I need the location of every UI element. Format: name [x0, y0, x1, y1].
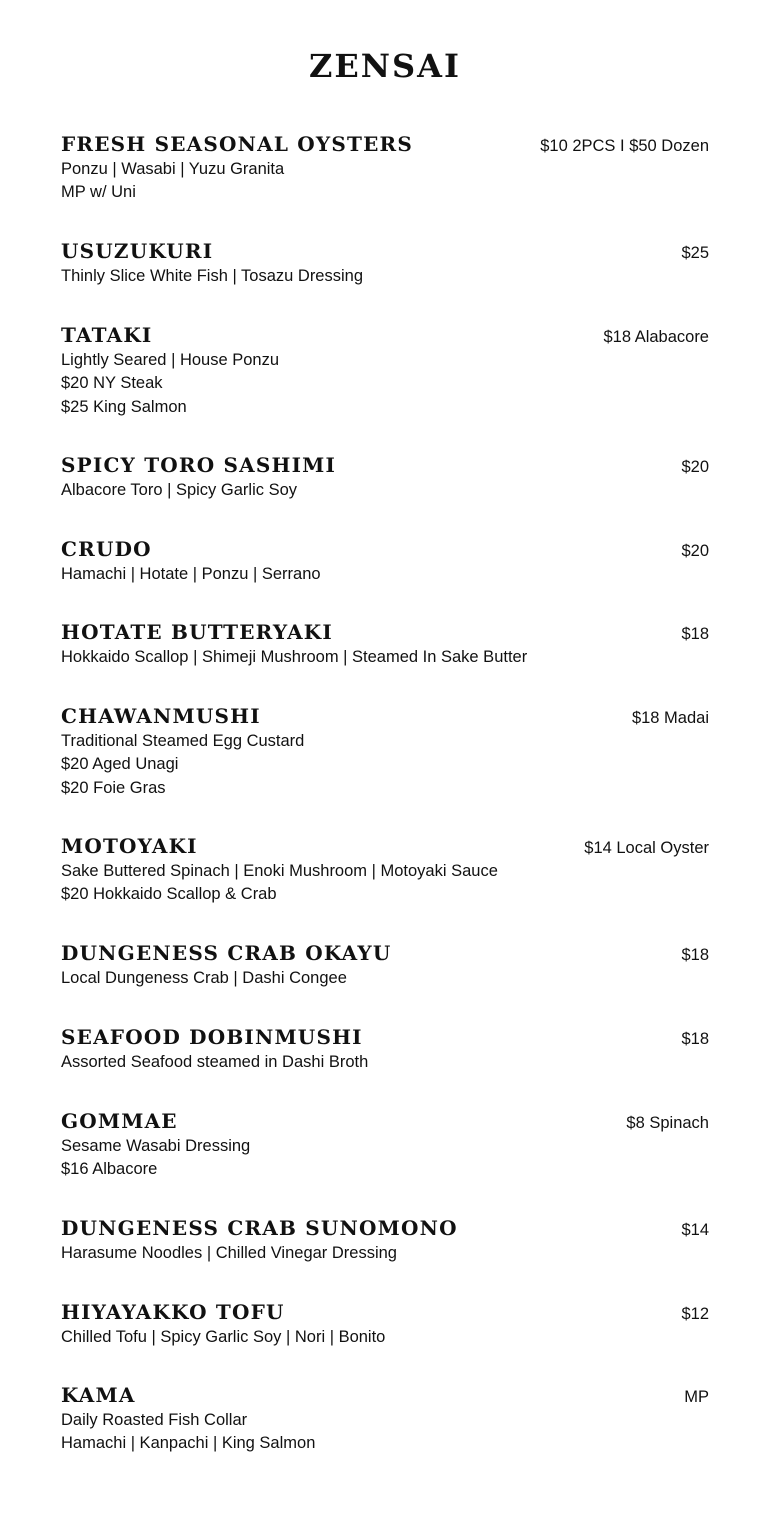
menu-item-name: DUNGENESS CRAB OKAYU: [61, 941, 392, 965]
menu-item: [61, 703, 709, 800]
menu-item: [61, 1215, 709, 1265]
menu-item-description: [61, 349, 709, 419]
menu-item-description-line: Lightly Seared | House Ponzu: [61, 351, 280, 369]
menu-item: [61, 940, 709, 990]
menu-item-description: [61, 1409, 709, 1456]
menu-item-description-line: MP w/ Uni: [61, 183, 136, 202]
menu-item-price: $18: [681, 625, 709, 643]
menu-item-description: [61, 563, 709, 586]
menu-item: [61, 536, 709, 586]
menu-item-price: $18 Madai: [631, 709, 709, 727]
menu-item-description-line: Chilled Tofu | Spicy Garlic Soy | Nori | Bonito: [61, 1328, 386, 1346]
menu-item: [61, 1299, 709, 1349]
menu-item-description-line: Traditional Steamed Egg Custard: [61, 732, 305, 750]
menu-item-description-line: Hamachi | Kanpachi | King Salmon: [61, 1434, 316, 1453]
menu-item: [61, 322, 709, 419]
menu-item-description-line: $20 Hokkaido Scallop & Crab: [61, 885, 277, 904]
menu-item-price: $8 Spinach: [626, 1114, 709, 1132]
menu-item-description-line: Local Dungeness Crab | Dashi Congee: [61, 969, 347, 987]
menu-item-name: HIYAYAKKO TOFU: [61, 1300, 285, 1324]
menu-item-price: $14 Local Oyster: [584, 839, 709, 857]
menu-item-description: [61, 646, 709, 669]
menu-item-price: $20: [681, 458, 709, 476]
menu-item-description-line: Albacore Toro | Spicy Garlic Soy: [61, 481, 297, 499]
menu-item-name: GOMMAE: [61, 1109, 178, 1133]
menu-item-name: DUNGENESS CRAB SUNOMONO: [61, 1216, 458, 1240]
menu-item-description-line: Hokkaido Scallop | Shimeji Mushroom | Steamed In Sake Butter: [61, 648, 528, 666]
menu-item-price: $25: [681, 244, 709, 262]
menu-item-price: $14: [681, 1221, 709, 1239]
menu-item-description-line: $16 Albacore: [61, 1160, 158, 1179]
menu-item-description-line: $20 Aged Unagi: [61, 755, 179, 774]
menu-item-description-line: Thinly Slice White Fish | Tosazu Dressing: [61, 267, 364, 285]
menu-item-description-line: Harasume Noodles | Chilled Vinegar Dressing: [61, 1244, 397, 1262]
menu-item-description-line: Daily Roasted Fish Collar: [61, 1411, 248, 1429]
menu-item: [61, 619, 709, 669]
menu-item-description-line: $25 King Salmon: [61, 397, 187, 416]
menu-item-price: MP: [684, 1388, 709, 1406]
menu-item: [61, 1024, 709, 1074]
menu-item-name: FRESH SEASONAL OYSTERS: [61, 132, 413, 156]
menu-item: [61, 452, 709, 502]
menu-item-price: $18 Alabacore: [603, 328, 709, 346]
menu-item-name: MOTOYAKI: [61, 834, 198, 858]
menu-item-description-line: Sake Buttered Spinach | Enoki Mushroom | Motoyaki Sauce: [61, 862, 498, 880]
menu-item-name: TATAKI: [61, 323, 153, 347]
menu-item-name: SEAFOOD DOBINMUSHI: [61, 1025, 363, 1049]
menu-item: [61, 131, 709, 205]
menu-item: [61, 833, 709, 907]
menu-item-price: $18: [681, 946, 709, 964]
menu-item-price: $20: [681, 542, 709, 560]
menu-item: [61, 1382, 709, 1456]
menu-item-description-line: $20 NY Steak: [61, 374, 163, 393]
menu-item-name: CHAWANMUSHI: [61, 704, 261, 728]
menu-item-price: $10 2PCS I $50 Dozen: [540, 137, 709, 155]
menu-item-description: [61, 860, 709, 907]
menu-item-name: SPICY TORO SASHIMI: [61, 453, 337, 477]
menu-item-description: [61, 967, 709, 990]
menu-item-description: [61, 479, 709, 502]
menu-item-description-line: Hamachi | Hotate | Ponzu | Serrano: [61, 565, 321, 583]
menu-item-name: HOTATE BUTTERYAKI: [61, 620, 333, 644]
menu-item-description-line: Ponzu | Wasabi | Yuzu Granita: [61, 160, 285, 178]
menu-item-description: [61, 1135, 709, 1182]
menu-item-name: CRUDO: [61, 537, 152, 561]
menu-item-name: KAMA: [61, 1383, 136, 1407]
menu-item-description-line: Sesame Wasabi Dressing: [61, 1137, 251, 1155]
menu-item: [61, 238, 709, 288]
menu-item-description: [61, 1326, 709, 1349]
menu-item-description-line: Assorted Seafood steamed in Dashi Broth: [61, 1053, 369, 1071]
menu-item-description: [61, 1051, 709, 1074]
menu-item-description: [61, 730, 709, 800]
menu-item-description-line: $20 Foie Gras: [61, 778, 166, 797]
menu-item-price: $18: [681, 1030, 709, 1048]
menu-item-description: [61, 1242, 709, 1265]
menu-item: [61, 1108, 709, 1182]
menu-item-description: [61, 158, 709, 205]
menu-item-description: [61, 265, 709, 288]
menu-title: ZENSAI: [309, 47, 461, 85]
menu-item-price: $12: [681, 1305, 709, 1323]
menu-item-name: USUZUKURI: [61, 239, 214, 263]
